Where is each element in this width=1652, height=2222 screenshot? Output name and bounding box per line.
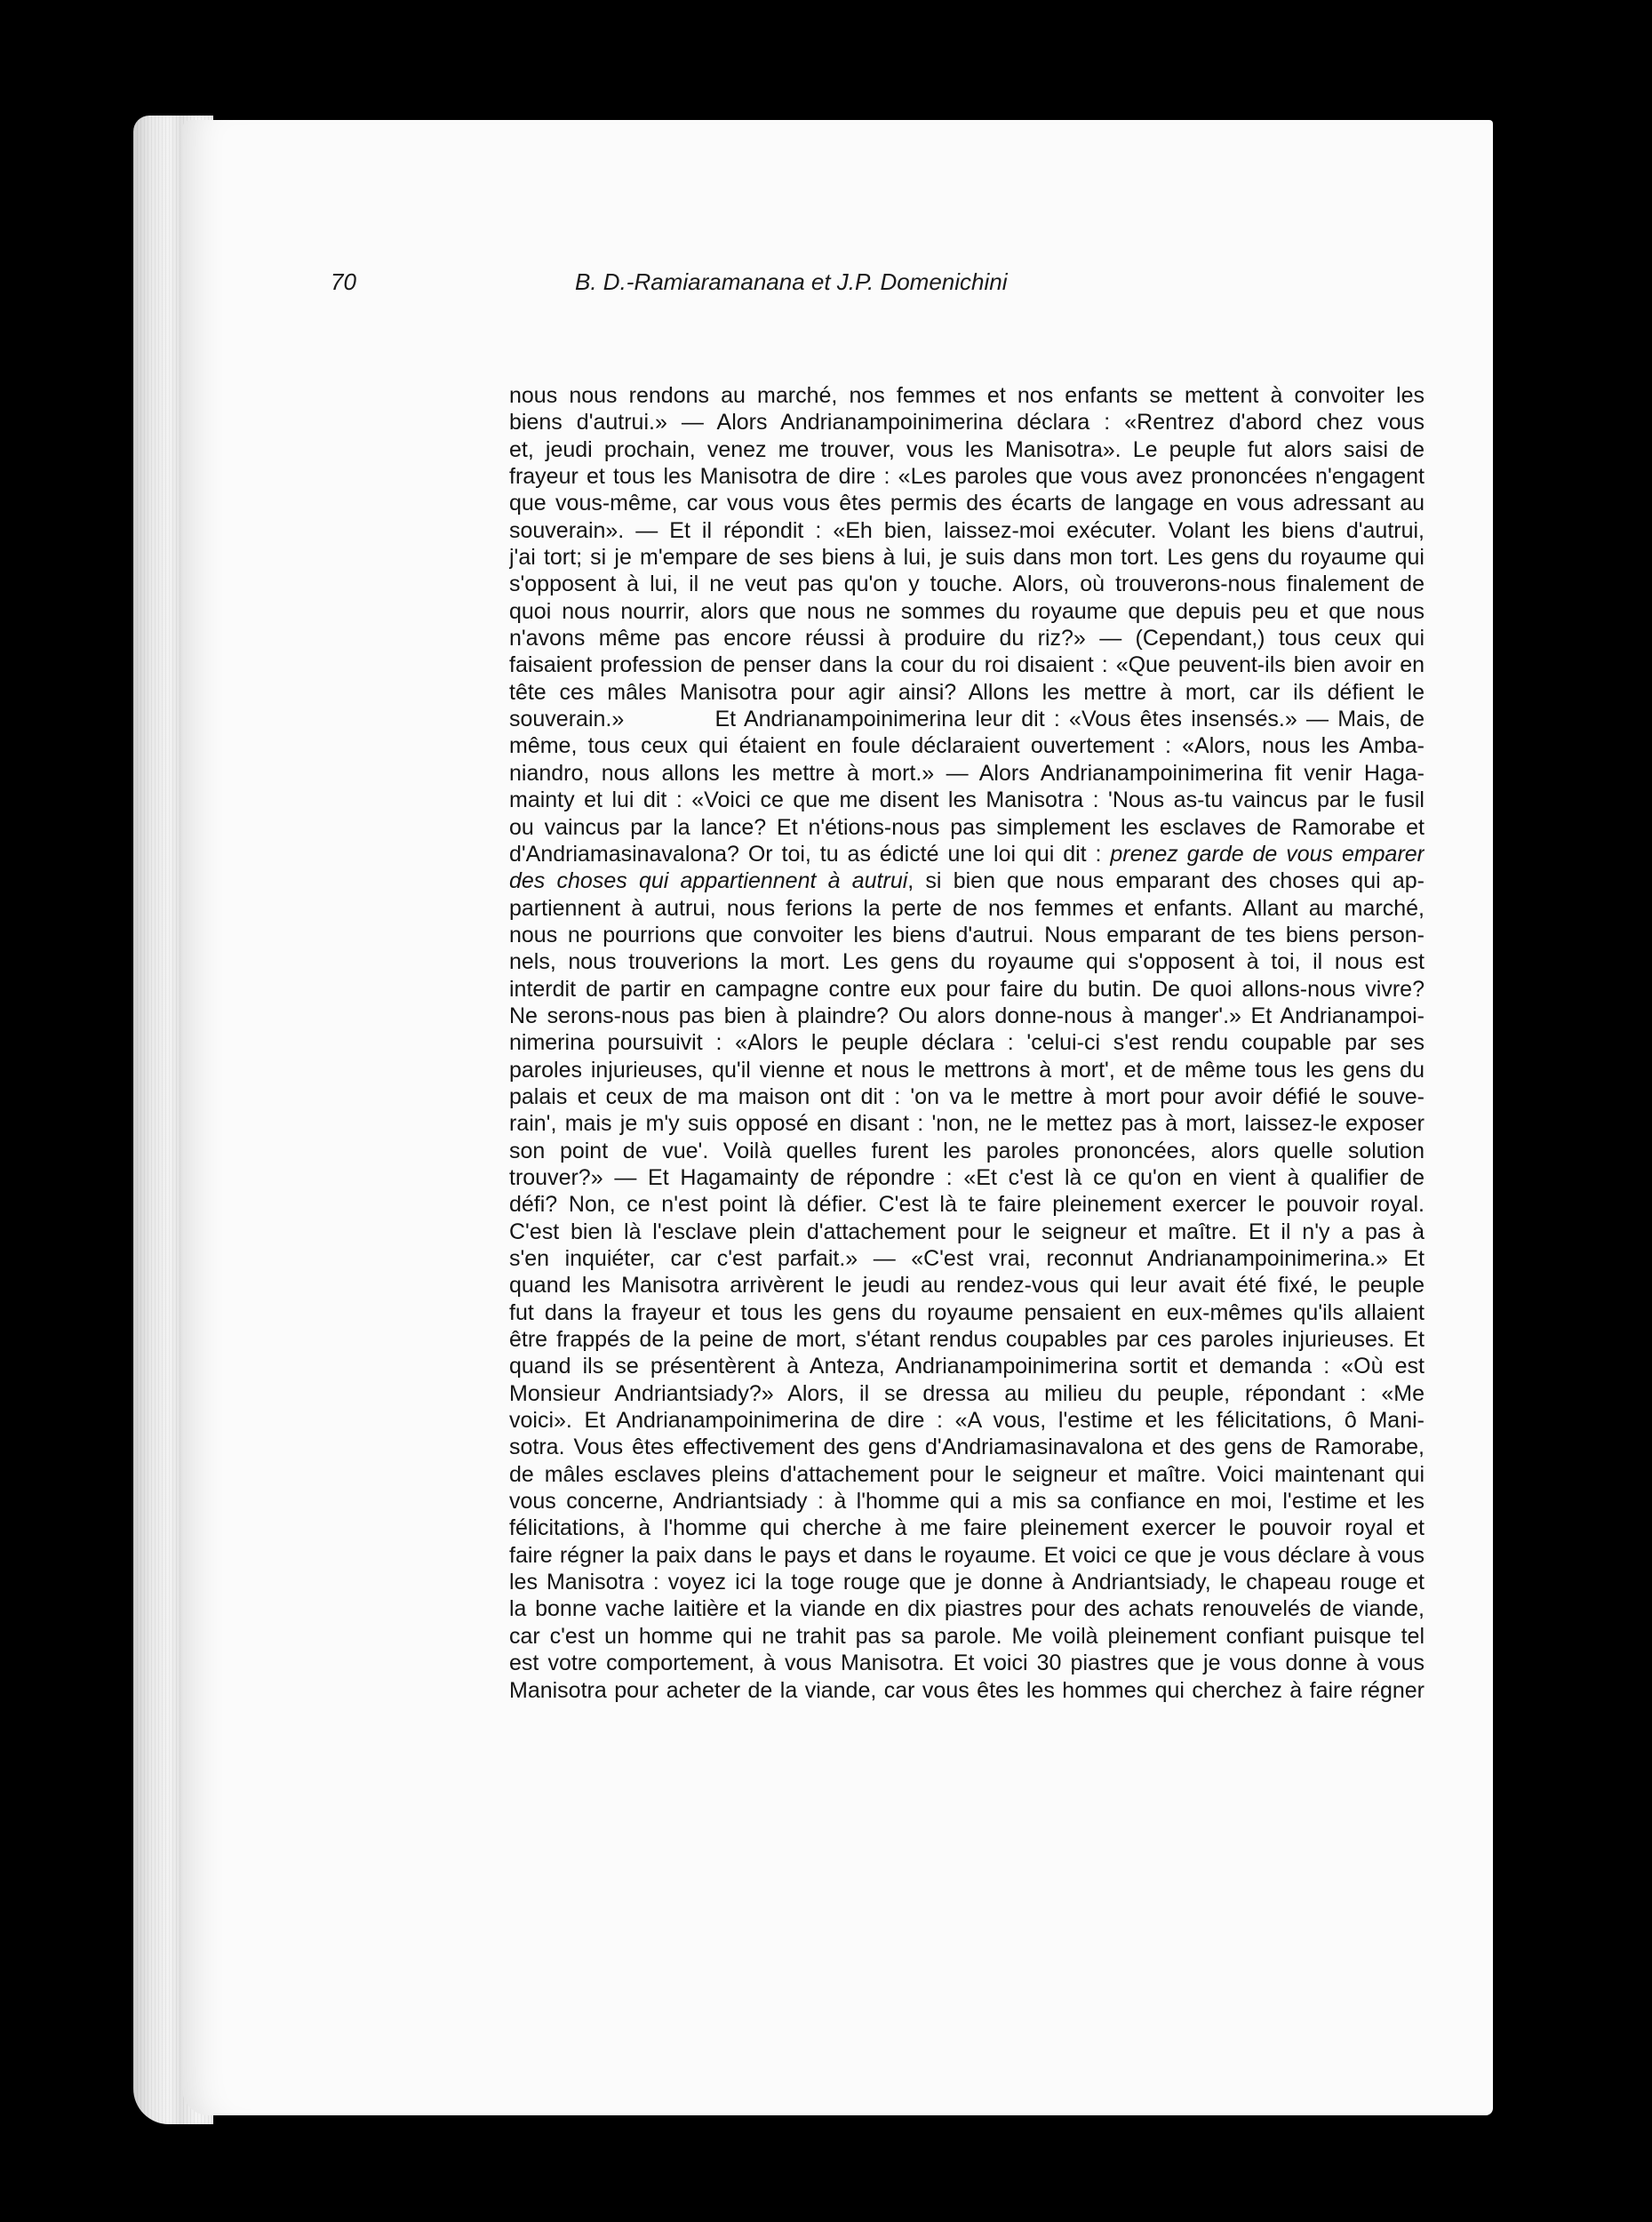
italic-phrase: des choses qui appartiennent à autrui (509, 868, 908, 894)
text-line (509, 841, 1425, 867)
text-line: s'en inquiéter, car c'est parfait.» — «C'est vrai, reconnut Andrianampoinimerina.» Et (509, 1246, 1425, 1271)
body-text (509, 382, 1425, 1704)
text-line: Manisotra pour acheter de la viande, car vous êtes les hommes qui cherchez à faire régner (509, 1677, 1425, 1703)
text-line: fut dans la frayeur et tous les gens du royaume pensaient en eux-mêmes qu'ils allaient (509, 1299, 1425, 1325)
text-line: est votre comportement, à vous Manisotra. Et voici 30 piastres que je vous donne à vous (509, 1651, 1425, 1676)
text-line: quand les Manisotra arrivèrent le jeudi au rendez-vous qui leur avait été fixé, le peuple (509, 1273, 1425, 1299)
text-line: les Manisotra : voyez ici la toge rouge que je donne à Andriantsiady, le chapeau rouge et (509, 1570, 1425, 1595)
text-line: nous nous rendons au marché, nos femmes et nos enfants se mettent à convoiter les (509, 383, 1425, 408)
text-line: félicitations, à l'homme qui cherche à me faire pleinement exercer le pouvoir royal et (509, 1515, 1425, 1541)
text-line: souverain.» Et Andrianampoinimerina leur dit : «Vous êtes insensés.» — Mais, de (509, 707, 1425, 732)
text-line: s'opposent à lui, il ne veut pas qu'on y touche. Alors, où trouverons-nous finalement de (509, 571, 1425, 597)
text-line: vous concerne, Andriantsiady : à l'homme qui a mis sa confiance en moi, l'estime et les (509, 1489, 1425, 1515)
text-line: que vous-même, car vous vous êtes permis des écarts de langage en vous adressant au (509, 491, 1425, 516)
text-line: quoi nous nourrir, alors que nous ne sommes du royaume que depuis peu et que nous (509, 598, 1425, 624)
text-line: nimerina poursuivit : «Alors le peuple déclara : 'celui-ci s'est rendu coupable par ses (509, 1030, 1425, 1056)
text-line: biens d'autrui.» — Alors Andrianampoinimerina déclara : «Rentrez d'abord chez vous (509, 410, 1425, 436)
text-line: voici». Et Andrianampoinimerina de dire : «A vous, l'estime et les félicitations, ô Mani- (509, 1408, 1425, 1434)
text-line: défi? Non, ce n'est point là défier. C'est là te faire pleinement exercer le pouvoir royal. (509, 1192, 1425, 1218)
text-line: palais et ceux de ma maison ont dit : 'on va le mettre à mort pour avoir défié le souve- (509, 1083, 1425, 1109)
text-line: de mâles esclaves pleins d'attachement pour le seigneur et maître. Voici maintenant qui (509, 1461, 1425, 1487)
italic-phrase: prenez garde de vous emparer (1110, 841, 1425, 867)
text-line: Ne serons-nous pas bien à plaindre? Ou alors donne-nous à manger'.» Et Andrianampoi- (509, 1003, 1425, 1028)
text-line: nous ne pourrions que convoiter les biens d'autrui. Nous emparant de tes biens person- (509, 922, 1425, 947)
text-line: son point de vue'. Voilà quelles furent les paroles prononcées, alors quelle solution (509, 1138, 1425, 1163)
text-line: partiennent à autrui, nous ferions la perte de nos femmes et enfants. Allant au marché, (509, 895, 1425, 921)
text-line: car c'est un homme qui ne trahit pas sa parole. Me voilà pleinement confiant puisque tel (509, 1623, 1425, 1649)
text-line: n'avons même pas encore réussi à produire du riz?» — (Cependant,) tous ceux qui (509, 626, 1425, 651)
running-head-authors: B. D.-Ramiaramanana et J.P. Domenichini (575, 268, 1008, 295)
text-line: faisaient profession de penser dans la cour du roi disaient : «Que peuvent-ils bien avoir en (509, 652, 1425, 678)
text-line: ou vaincus par la lance? Et n'étions-nous pas simplement les esclaves de Ramorabe et (509, 814, 1425, 840)
text-line: même, tous ceux qui étaient en foule déclaraient ouvertement : «Alors, nous les Amba- (509, 733, 1425, 759)
text-line: C'est bien là l'esclave plein d'attachement pour le seigneur et maître. Et il n'y a pas à (509, 1219, 1425, 1244)
text-line: trouver?» — Et Hagamainty de répondre : «Et c'est là ce qu'on en vient à qualifier de (509, 1164, 1425, 1190)
text-line: être frappés de la peine de mort, s'étant rendus coupables par ces paroles injurieuses. Et (509, 1327, 1425, 1353)
text-line: frayeur et tous les Manisotra de dire : «Les paroles que vous avez prononcées n'engagent (509, 464, 1425, 490)
text-line: paroles injurieuses, qu'il vienne et nous le mettrons à mort', et de même tous les gens du (509, 1057, 1425, 1083)
text-line: souverain». — Et il répondit : «Eh bien, laissez-moi exécuter. Volant les biens d'autrui, (509, 517, 1425, 543)
text-line: nels, nous trouverions la mort. Les gens du royaume qui s'opposent à toi, il nous est (509, 949, 1425, 975)
text-line: interdit de partir en campagne contre eux pour faire du butin. De quoi allons-nous vivre? (509, 976, 1425, 1002)
text-line (509, 867, 1425, 894)
text-line: sotra. Vous êtes effectivement des gens d'Andriamasinavalona et des gens de Ramorabe, (509, 1435, 1425, 1460)
text-line: tête ces mâles Manisotra pour agir ainsi? Allons les mettre à mort, car ils défient le (509, 679, 1425, 705)
text-line: Monsieur Andriantsiady?» Alors, il se dressa au milieu du peuple, répondant : «Me (509, 1380, 1425, 1406)
text-line: la bonne vache laitière et la viande en dix piastres pour des achats renouvelés de viande, (509, 1596, 1425, 1622)
text-line: mainty et lui dit : «Voici ce que me disent les Manisotra : 'Nous as-tu vaincus par le fusil (509, 787, 1425, 813)
text-line: et, jeudi prochain, venez me trouver, vous les Manisotra». Le peuple fut alors saisi de (509, 436, 1425, 462)
page-number: 70 (331, 268, 356, 295)
text-segment: d'Andriamasinavalona? Or toi, tu as édicté une loi qui dit : (509, 841, 1111, 867)
text-line: quand ils se présentèrent à Anteza, Andrianampoinimerina sortit et demanda : «Où est (509, 1354, 1425, 1379)
text-segment: , si bien que nous emparant des choses qui ap- (907, 868, 1425, 894)
running-head (331, 268, 1228, 304)
text-line: niandro, nous allons les mettre à mort.» — Alors Andrianampoinimerina fit venir Haga- (509, 760, 1425, 786)
text-line: faire régner la paix dans le pays et dans le royaume. Et voici ce que je vous déclare à vous (509, 1542, 1425, 1568)
text-line: j'ai tort; si je m'empare de ses biens à lui, je suis dans mon tort. Les gens du royaume qui (509, 545, 1425, 571)
text-line: rain', mais je m'y suis opposé en disant : 'non, ne le mettez pas à mort, laissez-le exposer (509, 1111, 1425, 1137)
